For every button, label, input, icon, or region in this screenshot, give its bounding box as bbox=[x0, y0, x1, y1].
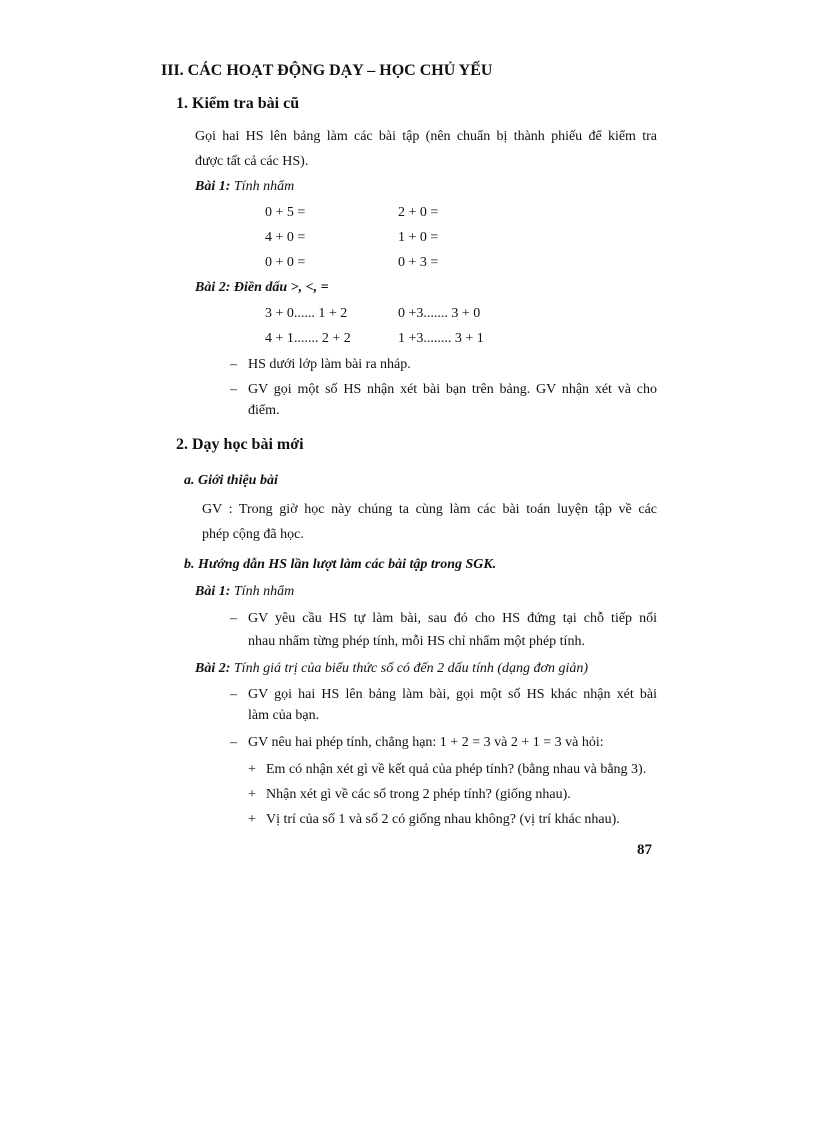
bai1-heading bbox=[195, 179, 294, 195]
b-bai2-heading bbox=[195, 661, 588, 677]
part1-heading: 1. Kiểm tra bài cũ bbox=[176, 95, 300, 112]
b-bai1-title: Tính nhẩm bbox=[233, 584, 295, 599]
bai1-left-1: 0 + 5 = bbox=[265, 205, 306, 220]
part2-a-line2: phép cộng đã học. bbox=[202, 527, 304, 542]
page-number: 87 bbox=[637, 842, 652, 858]
bai2-right-2: 1 +3........ 3 + 1 bbox=[398, 331, 484, 346]
plus-item-1: Em có nhận xét gì về kết quả của phép tính? (bằng nhau và bằng 3). bbox=[266, 762, 647, 777]
bai1-title: Tính nhẩm bbox=[233, 179, 295, 194]
b-bai1-label: Bài 1: bbox=[195, 584, 231, 599]
part1-dash2-line1: GV gọi một số HS nhận xét bài bạn trên bảng. GV nhận xét và cho bbox=[248, 382, 657, 397]
dash-bullet: – bbox=[230, 687, 237, 702]
part1-intro-line1: Gọi hai HS lên bảng làm các bài tập (nên chuẩn bị thành phiếu để kiểm tra bbox=[195, 129, 657, 144]
bai2-title: Điền dấu >, <, = bbox=[233, 280, 329, 295]
bai1-right-3: 0 + 3 = bbox=[398, 255, 439, 270]
bai2-label: Bài 2: bbox=[195, 280, 231, 295]
part2-b-heading: b. Hướng dẫn HS lần lượt làm các bài tập trong SGK. bbox=[184, 557, 497, 572]
part2-a-line1: GV : Trong giờ học này chúng ta cùng làm các bài toán luyện tập về các bbox=[202, 502, 657, 517]
dash-bullet: – bbox=[230, 735, 237, 750]
bai2-left-1: 3 + 0...... 1 + 2 bbox=[265, 306, 348, 321]
dash-bullet: – bbox=[230, 357, 237, 372]
b-bai2-d1-line1: GV gọi hai HS lên bảng làm bài, gọi một số HS khác nhận xét bài bbox=[248, 687, 657, 702]
bai1-left-3: 0 + 0 = bbox=[265, 255, 306, 270]
plus-item-3: Vị trí của số 1 và số 2 có giống nhau không? (vị trí khác nhau). bbox=[266, 812, 620, 827]
dash-bullet: – bbox=[230, 611, 237, 626]
bai2-heading bbox=[195, 280, 329, 296]
bai1-right-1: 2 + 0 = bbox=[398, 205, 439, 220]
bai1-left-2: 4 + 0 = bbox=[265, 230, 306, 245]
b-bai1-line2: nhau nhẩm từng phép tính, mỗi HS chỉ nhẩm một phép tính. bbox=[248, 634, 585, 649]
b-bai1-heading bbox=[195, 584, 294, 600]
dash-bullet: – bbox=[230, 382, 237, 397]
b-bai2-title: Tính giá trị của biểu thức số có đến 2 dấu tính (dạng đơn giản) bbox=[233, 661, 589, 676]
plus-bullet: + bbox=[248, 812, 256, 827]
bai2-right-1: 0 +3....... 3 + 0 bbox=[398, 306, 481, 321]
part2-a-heading: a. Giới thiệu bài bbox=[184, 473, 278, 488]
b-bai2-label: Bài 2: bbox=[195, 661, 231, 676]
bai2-left-2: 4 + 1....... 2 + 2 bbox=[265, 331, 351, 346]
bai1-label: Bài 1: bbox=[195, 179, 231, 194]
b-bai1-line1: GV yêu cầu HS tự làm bài, sau đó cho HS đứng tại chỗ tiếp nối bbox=[248, 611, 657, 626]
part1-dash1: HS dưới lớp làm bài ra nháp. bbox=[248, 357, 411, 372]
section-title: III. CÁC HOẠT ĐỘNG DẠY – HỌC CHỦ YẾU bbox=[161, 62, 493, 79]
plus-bullet: + bbox=[248, 787, 256, 802]
b-bai2-d2: GV nêu hai phép tính, chẳng hạn: 1 + 2 = 3 và 2 + 1 = 3 và hỏi: bbox=[248, 735, 604, 750]
bai1-right-2: 1 + 0 = bbox=[398, 230, 439, 245]
part1-intro-line2: được tất cả các HS). bbox=[195, 154, 309, 169]
plus-item-2: Nhận xét gì về các số trong 2 phép tính? (giống nhau). bbox=[266, 787, 571, 802]
part1-dash2-line2: điểm. bbox=[248, 403, 280, 418]
part2-heading: 2. Dạy học bài mới bbox=[176, 436, 304, 453]
plus-bullet: + bbox=[248, 762, 256, 777]
b-bai2-d1-line2: làm của bạn. bbox=[248, 708, 320, 723]
